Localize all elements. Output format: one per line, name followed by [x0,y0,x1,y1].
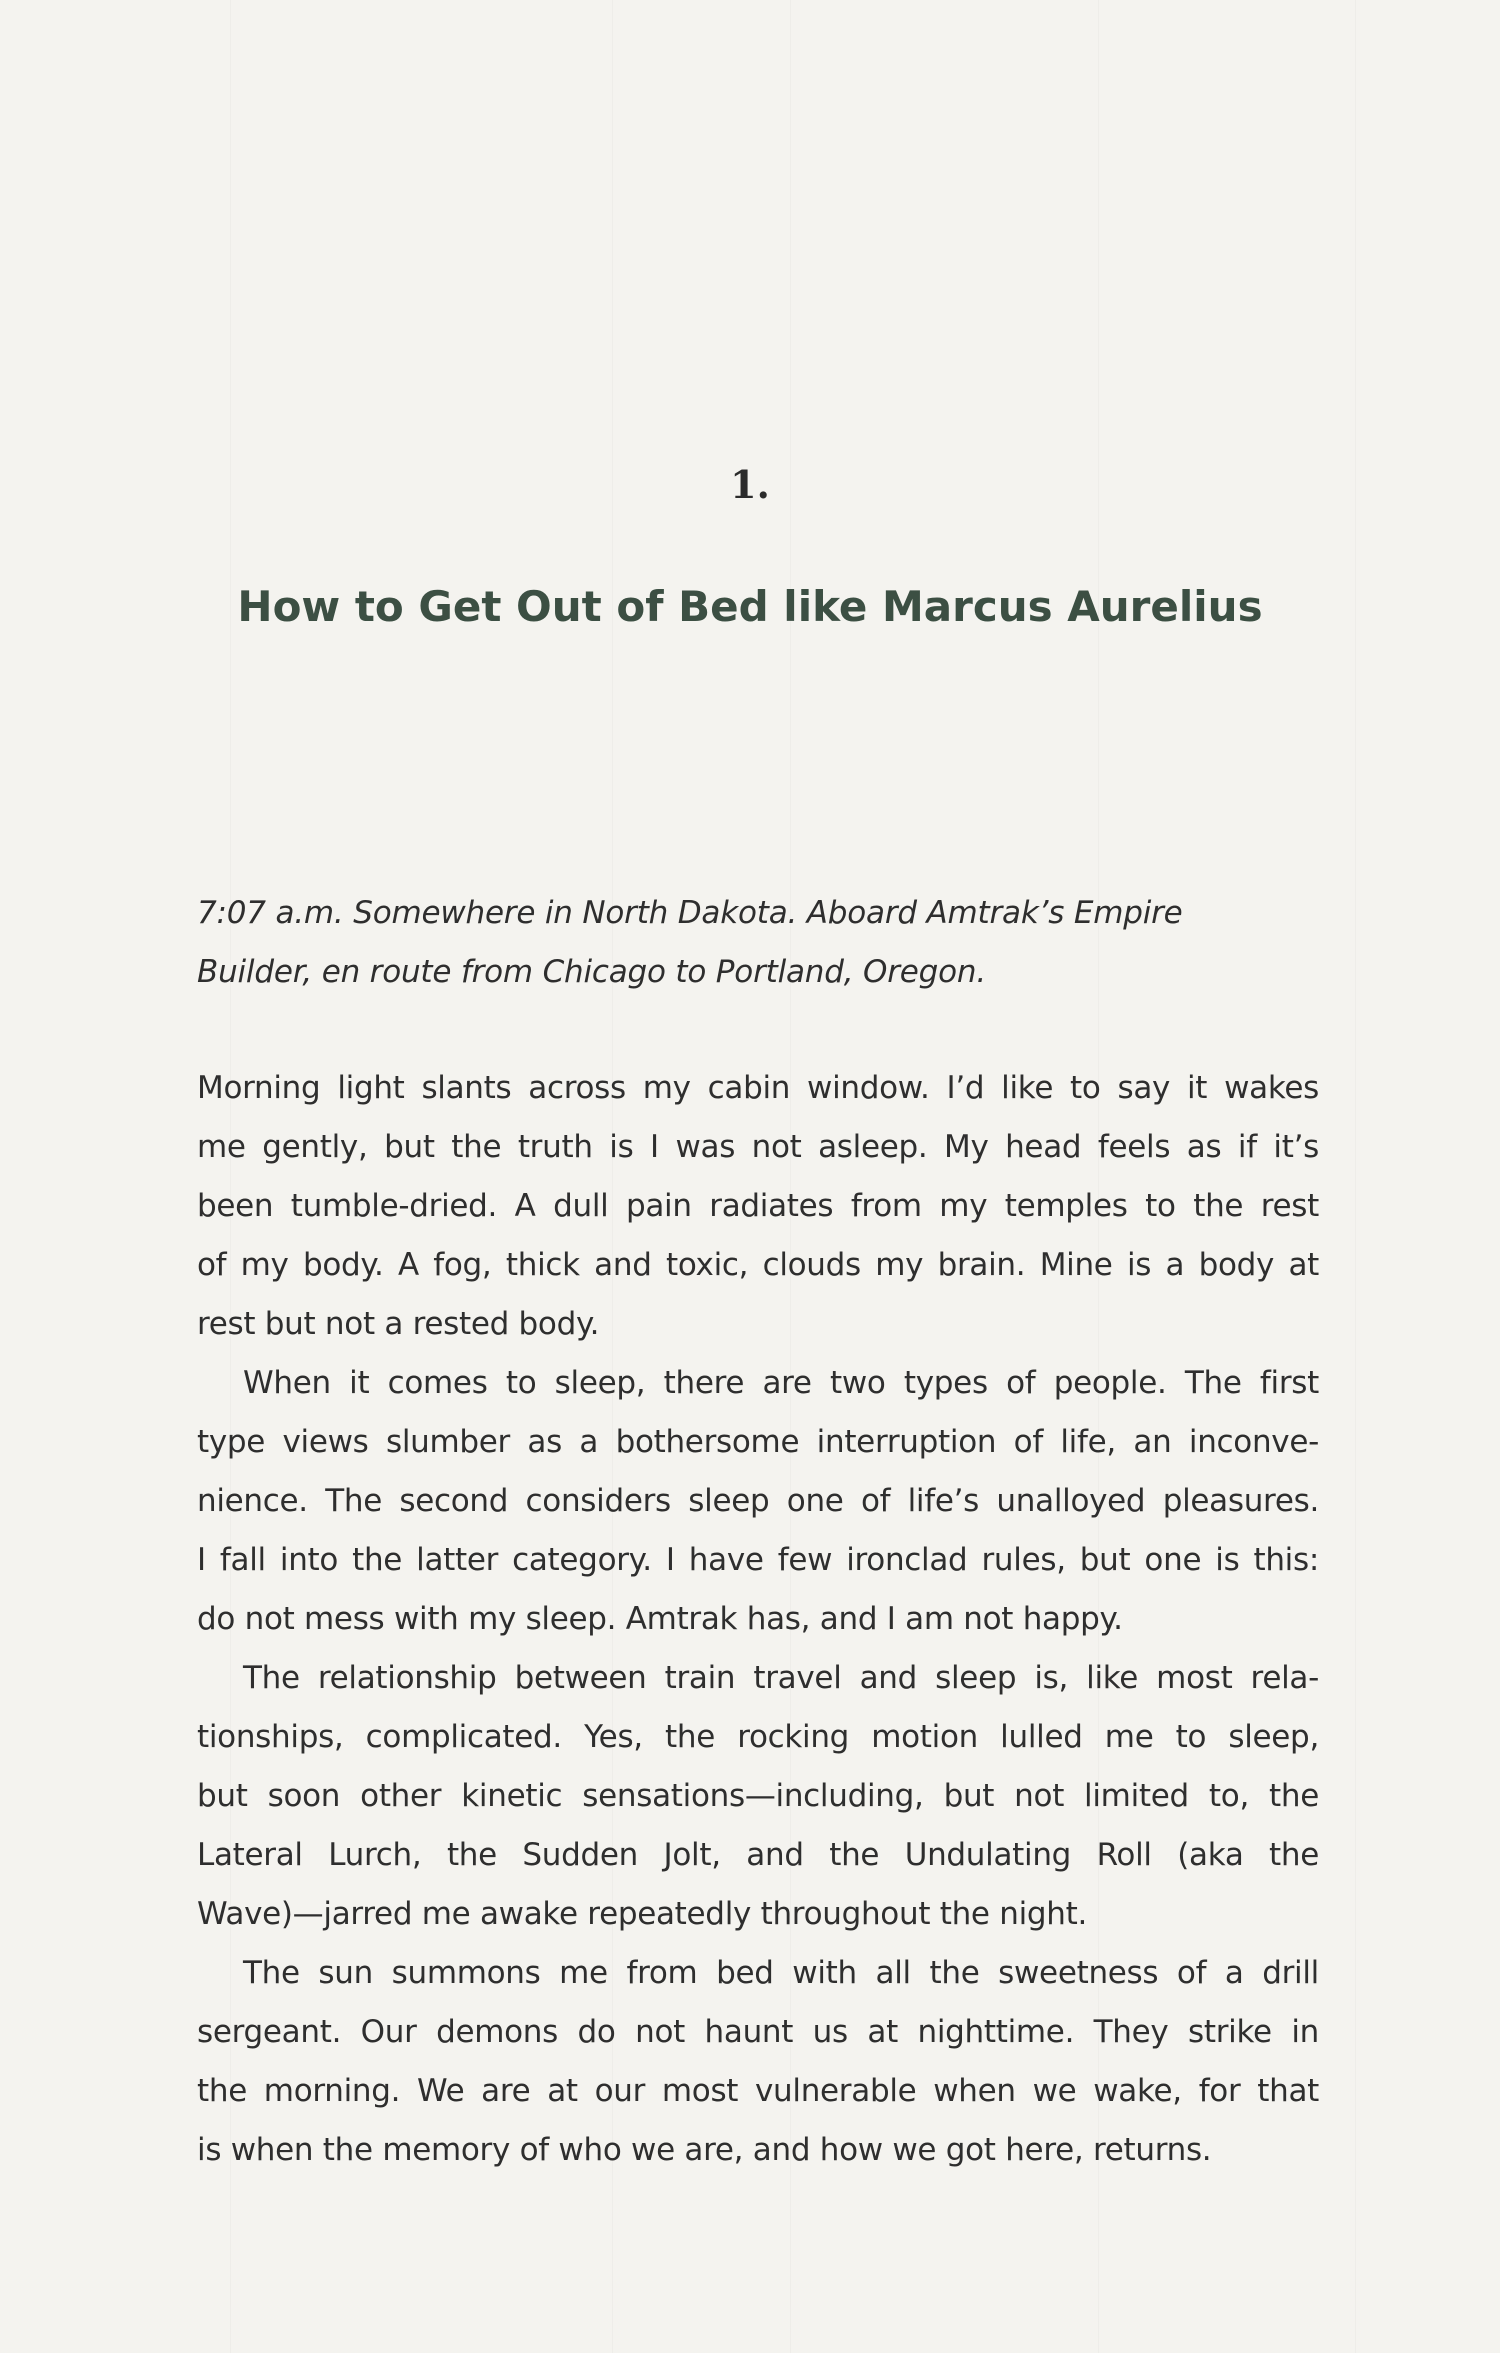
scan-streak [1355,0,1356,2353]
text-line: me gently, but the truth is I was not asleep. My head feels as if it’s [197,1129,1319,1165]
dateline-line: 7:07 a.m. Somewhere in North Dakota. Aboard Amtrak’s Empire [197,895,1183,931]
text-line: When it comes to sleep, there are two types of people. The first [243,1365,1319,1401]
text-line: the morning. We are at our most vulnerable when we wake, for that [197,2073,1319,2109]
text-line: type views slumber as a bothersome interruption of life, an inconve- [197,1424,1319,1460]
text-line: nience. The second considers sleep one of life’s unalloyed pleasures. [197,1483,1319,1519]
body-text [197,1059,1319,2180]
chapter-number: 1. [730,462,770,507]
text-line: tionships, complicated. Yes, the rocking motion lulled me to sleep, [197,1719,1319,1755]
paragraph [197,1354,1319,1649]
text-line: The sun summons me from bed with all the sweetness of a drill [243,1955,1319,1991]
text-line: is when the memory of who we are, and how we got here, returns. [197,2132,1212,2168]
chapter-title: How to Get Out of Bed like Marcus Aurelius [237,582,1263,631]
text-line: I fall into the latter category. I have few ironclad rules, but one is this: [197,1542,1319,1578]
text-line: Wave)—jarred me awake repeatedly throughout the night. [197,1896,1088,1932]
paragraph [197,1944,1319,2180]
dateline-line: Builder, en route from Chicago to Portland, Oregon. [197,954,986,990]
dateline [197,884,1327,1002]
paragraph [197,1059,1319,1354]
text-line: but soon other kinetic sensations—including, but not limited to, the [197,1778,1319,1814]
text-line: The relationship between train travel and sleep is, like most rela- [243,1660,1319,1696]
text-line: Morning light slants across my cabin window. I’d like to say it wakes [197,1070,1319,1106]
text-line: rest but not a rested body. [197,1306,600,1342]
text-line: of my body. A fog, thick and toxic, clouds my brain. Mine is a body at [197,1247,1319,1283]
text-line: do not mess with my sleep. Amtrak has, and I am not happy. [197,1601,1123,1637]
text-line: Lateral Lurch, the Sudden Jolt, and the Undulating Roll (aka the [197,1837,1319,1873]
text-line: sergeant. Our demons do not haunt us at nighttime. They strike in [197,2014,1319,2050]
text-line: been tumble-dried. A dull pain radiates from my temples to the rest [197,1188,1319,1224]
paragraph [197,1649,1319,1944]
